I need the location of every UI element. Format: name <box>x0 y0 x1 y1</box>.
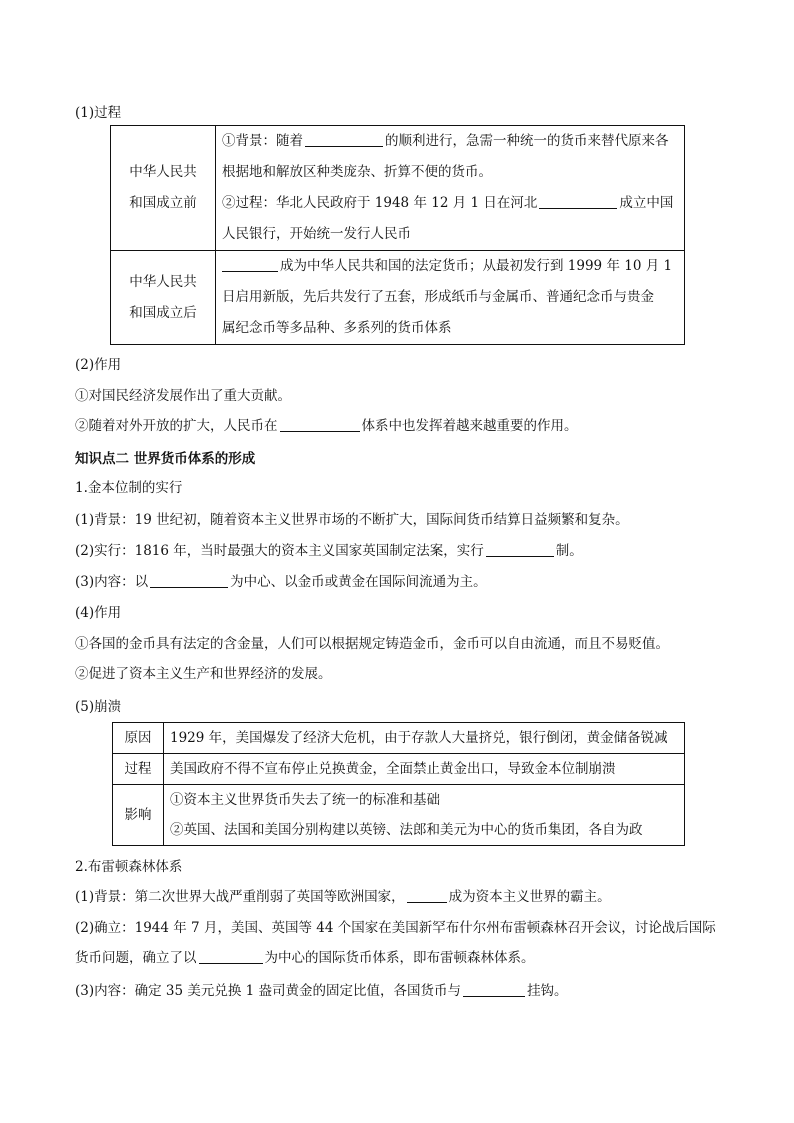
table-row <box>111 126 685 251</box>
impact-label: 影响 <box>113 785 164 846</box>
bw-establishment-1: (2)确立：1944 年 7 月，美国、英国等 44 个国家在美国新罕布什尔州布雷顿森林召开会议，讨论战后国际 <box>75 920 716 936</box>
fill-blank[interactable] <box>539 194 617 209</box>
gold-role-heading: (4)作用 <box>75 605 122 621</box>
fill-blank[interactable] <box>222 257 278 272</box>
bw-background: (1)背景：第二次世界大战严重削弱了英国等欧洲国家， 成为资本主义世界的霸主。 <box>75 889 611 905</box>
gold-role-2: ②促进了资本主义生产和世界经济的发展。 <box>75 666 332 682</box>
row-content-after: 成为中华人民共和国的法定货币；从最初发行到 1999 年 10 月 1 日启用新版，先后共发行了五套，形成纸币与金属币、普通纪念币与贵金 属纪念币等多品种、多系列的货币体系 <box>216 251 685 345</box>
bw-establishment-2: 货币问题，确立了以 为中心的国际货币体系，即布雷顿森林体系。 <box>75 950 535 966</box>
cause-label: 原因 <box>113 723 164 754</box>
bretton-woods-heading: 2.布雷顿森林体系 <box>75 859 183 875</box>
cause-text: 1929 年，美国爆发了经济大危机，由于存款人大量挤兑，银行倒闭，黄金储备锐减 <box>164 723 685 754</box>
fill-blank[interactable] <box>150 573 228 588</box>
table-row <box>113 754 685 785</box>
table-row <box>113 785 685 846</box>
fill-blank[interactable] <box>199 949 263 964</box>
fill-blank[interactable] <box>486 542 554 557</box>
table-row <box>113 723 685 754</box>
row-label-before: 中华人民共 和国成立前 <box>111 126 216 251</box>
collapse-table <box>112 722 685 846</box>
impact-text: ①资本主义世界货币失去了统一的标准和基础 ②英国、法国和美国分别构建以英镑、法郎和美元为中心的货币集团，各自为政 <box>164 785 685 846</box>
row-label-after: 中华人民共 和国成立后 <box>111 251 216 345</box>
section-title: 知识点二 世界货币体系的形成 <box>75 451 256 467</box>
process-label: 过程 <box>113 754 164 785</box>
collapse-heading: (5)崩溃 <box>75 699 122 715</box>
gold-background: (1)背景：19 世纪初，随着资本主义世界市场的不断扩大，国际间货币结算日益频繁和复杂。 <box>75 512 629 528</box>
fill-blank[interactable] <box>305 132 383 147</box>
fill-blank[interactable] <box>463 982 525 997</box>
gold-content: (3)内容：以 为中心、以金币或黄金在国际间流通为主。 <box>75 574 487 590</box>
process-text: 美国政府不得不宣布停止兑换黄金，全面禁止黄金出口，导致金本位制崩溃 <box>164 754 685 785</box>
row-content-before: ①背景：随着 的顺利进行，急需一种统一的货币来替代原来各 根据地和解放区种类庞杂、折算不便的货币。 ②过程：华北人民政府于 1948 年 12 月 1 日在河北 成立中国 人民银行，开始统一发行人民币 <box>216 126 685 251</box>
gold-role-1: ①各国的金币具有法定的含金量，人们可以根据规定铸造金币，金币可以自由流通，而且不易贬值。 <box>75 636 669 652</box>
role-item-2: ②随着对外开放的扩大，人民币在 体系中也发挥着越来越重要的作用。 <box>75 418 578 434</box>
fill-blank[interactable] <box>280 417 360 432</box>
role-heading: (2)作用 <box>75 357 122 373</box>
table-row <box>111 251 685 345</box>
gold-implementation: (2)实行：1816 年，当时最强大的资本主义国家英国制定法案，实行 制。 <box>75 543 583 559</box>
fill-blank[interactable] <box>407 888 447 903</box>
bw-content: (3)内容：确定 35 美元兑换 1 盎司黄金的固定比值，各国货币与 挂钩。 <box>75 983 568 999</box>
process-heading: (1)过程 <box>75 105 122 121</box>
role-item-1: ①对国民经济发展作出了重大贡献。 <box>75 388 291 404</box>
gold-standard-heading: 1.金本位制的实行 <box>75 480 183 496</box>
rmb-process-table <box>110 125 685 345</box>
